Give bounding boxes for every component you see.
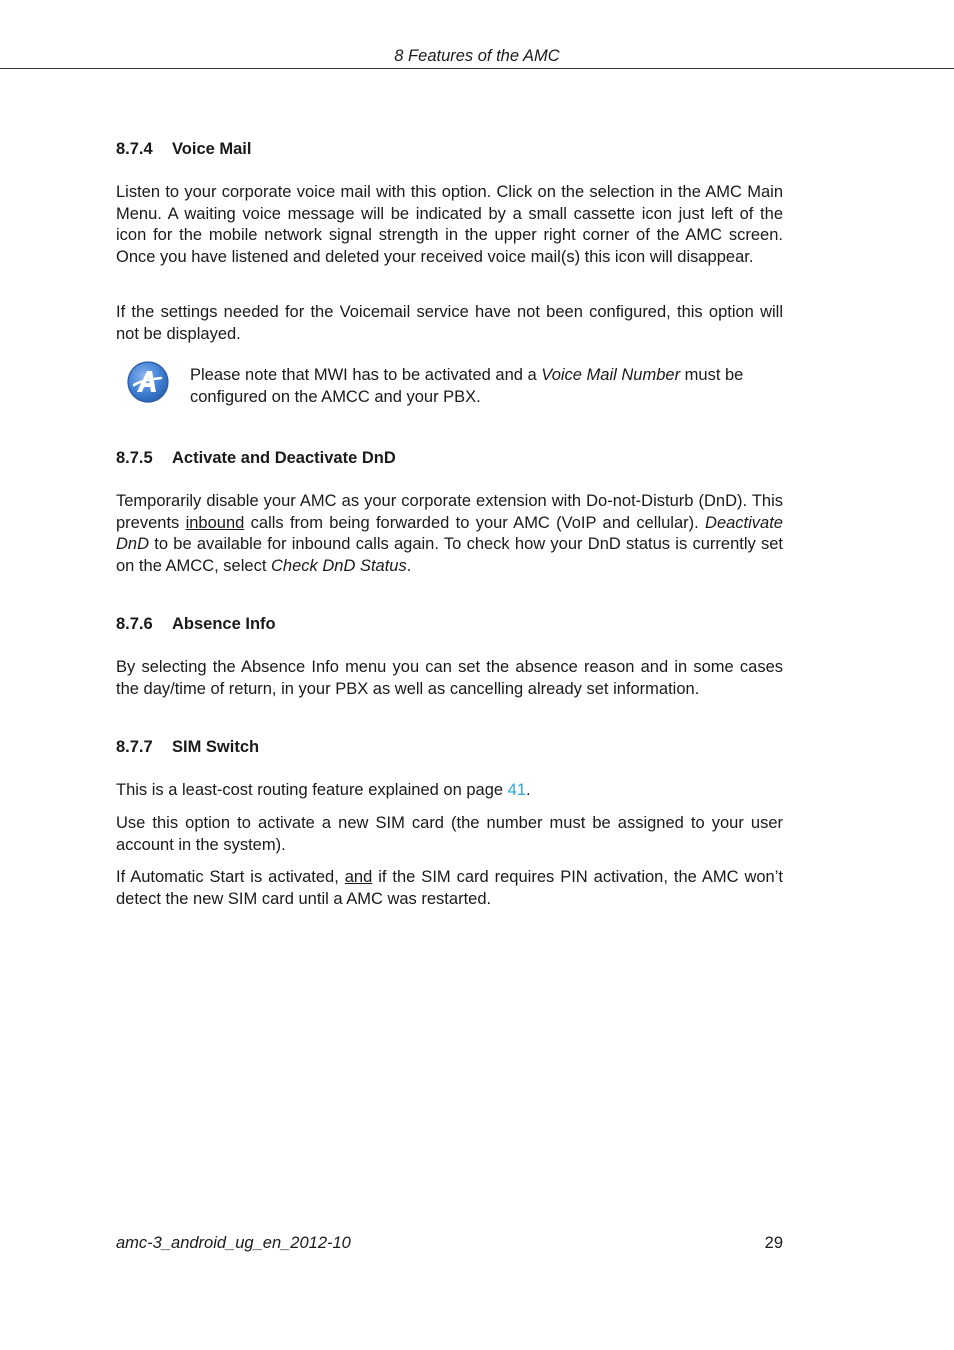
- page-41-link[interactable]: 41: [507, 781, 527, 799]
- footer-doc-id: amc-3_android_ug_en_2012-10: [116, 1234, 351, 1252]
- voice-mail-paragraph-2: If the settings needed for the Voicemail service have not been configured, this option will not be displayed.: [116, 303, 783, 343]
- section-number: 8.7.4: [116, 140, 153, 158]
- section-number: 8.7.6: [116, 615, 153, 633]
- note-text-emphasis: Voice Mail Number: [541, 366, 681, 384]
- section-heading-voice-mail: [116, 139, 783, 159]
- dnd-paragraph: [116, 491, 783, 577]
- sim-text-after: .: [526, 781, 531, 799]
- sim-p3-before: If Automatic Start is activated,: [116, 868, 345, 886]
- section-number: 8.7.5: [116, 449, 153, 467]
- section-heading-dnd: [116, 448, 783, 468]
- info-note-icon: [125, 359, 171, 405]
- running-header: 8 Features of the AMC: [394, 47, 560, 65]
- section-number: 8.7.7: [116, 738, 153, 756]
- footer-page-number: 29: [764, 1234, 783, 1252]
- section-title: Absence Info: [172, 615, 276, 633]
- note-text-after: must be configured on the AMCC and your PBX.: [190, 366, 744, 406]
- dnd-text-inbound: inbound: [185, 513, 245, 532]
- sim-paragraph-2: Use this option to activate a new SIM card (the number must be assigned to your user account in the system).: [116, 814, 783, 854]
- header-rule: [0, 68, 954, 69]
- section-heading-absence: [116, 614, 783, 634]
- sim-p3-after: if the SIM card requires PIN activation, the AMC won’t detect the new SIM card until a AMC was restarted.: [116, 868, 783, 908]
- sim-text-before: This is a least-cost routing feature explained on page: [116, 781, 508, 799]
- section-title: Activate and Deactivate DnD: [172, 449, 396, 467]
- sim-paragraph-3: [116, 867, 783, 910]
- dnd-text-4: .: [406, 556, 412, 575]
- dnd-text-deactivate: Deactivate DnD: [116, 513, 783, 554]
- section-title: Voice Mail: [172, 140, 252, 158]
- dnd-text-3: to be available for inbound calls again. To check how your DnD status is currently set on the AMCC, select: [116, 535, 783, 575]
- sim-paragraph-1: [116, 780, 783, 802]
- dnd-text-2: calls from being forwarded to your AMC (VoIP and cellular).: [244, 513, 706, 532]
- voice-mail-note: [190, 365, 790, 408]
- dnd-text-1: Temporarily disable your AMC as your corporate extension with Do-not-Disturb (DnD). This prevents: [116, 492, 783, 532]
- sim-p3-and: and: [344, 868, 373, 886]
- section-heading-sim: [116, 737, 783, 757]
- note-text-before: Please note that MWI has to be activated and a: [190, 366, 542, 384]
- dnd-text-check-status: Check DnD Status: [271, 556, 407, 575]
- voice-mail-paragraph-1: Listen to your corporate voice mail with this option. Click on the selection in the AMC Main Menu. A waiting voice message will be indicated by a small cassette icon just left of the icon for the mobile network signal strength in the upper right corner of the AMC screen. Once you have listened and deleted your received voice mail(s) this icon will disappear.: [116, 183, 783, 266]
- section-title: SIM Switch: [172, 738, 260, 756]
- absence-paragraph: By selecting the Absence Info menu you can set the absence reason and in some cases the day/time of return, in your PBX as well as cancelling already set information.: [116, 658, 783, 698]
